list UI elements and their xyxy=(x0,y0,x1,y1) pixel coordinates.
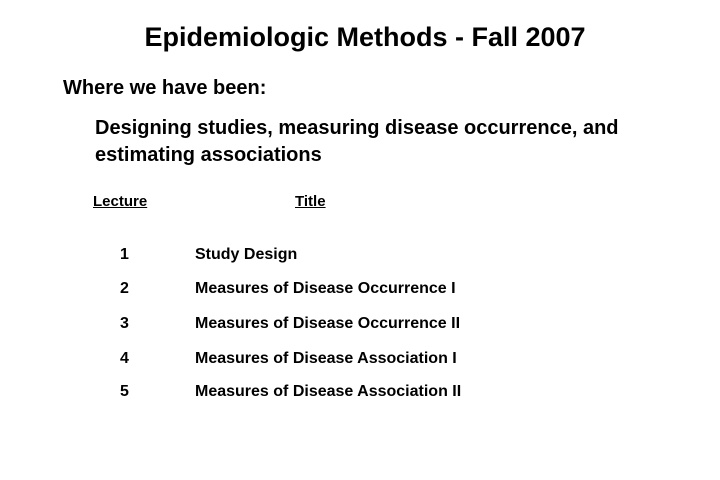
section-heading: Where we have been: xyxy=(63,77,267,99)
lecture-title: Measures of Disease Association I xyxy=(195,350,457,367)
lecture-title: Measures of Disease Occurrence II xyxy=(195,315,461,332)
column-header-lecture: Lecture xyxy=(93,193,148,210)
lecture-title: Study Design xyxy=(195,246,298,263)
lecture-number: 4 xyxy=(120,350,129,367)
lecture-number: 2 xyxy=(120,280,129,297)
lecture-title: Measures of Disease Association II xyxy=(195,383,462,400)
lecture-number: 5 xyxy=(120,383,129,400)
lecture-title: Measures of Disease Occurrence I xyxy=(195,280,456,297)
lecture-number: 1 xyxy=(120,246,129,263)
subtitle-line-1: Designing studies, measuring disease occurrence, and xyxy=(95,117,619,139)
column-header-title: Title xyxy=(295,193,326,210)
slide-title: Epidemiologic Methods - Fall 2007 xyxy=(144,22,586,52)
lecture-number: 3 xyxy=(120,315,129,332)
subtitle-line-2: estimating associations xyxy=(95,144,322,166)
